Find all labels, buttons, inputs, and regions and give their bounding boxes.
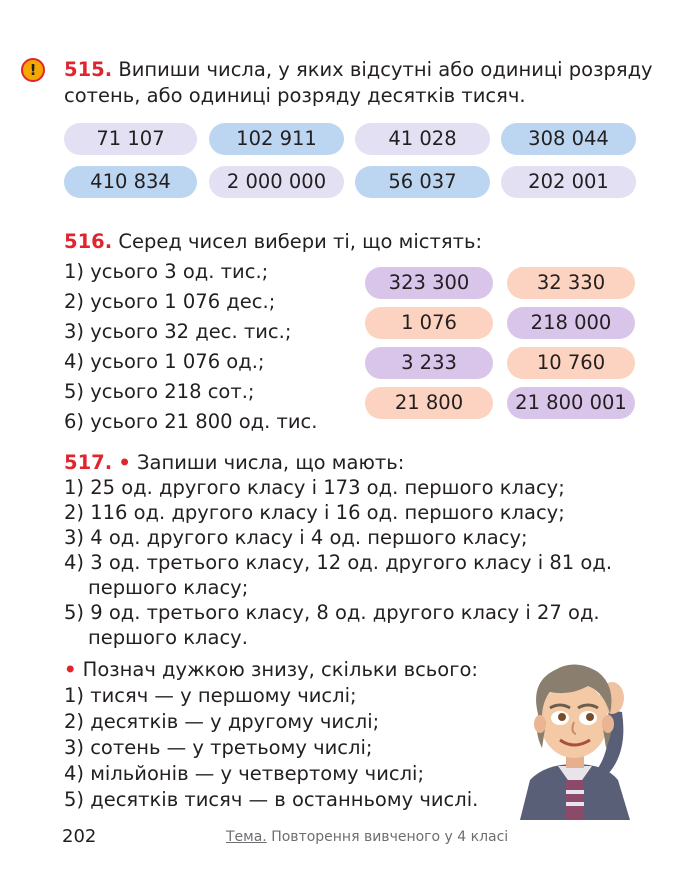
list-item: 4) 3 од. третього класу, 12 од. другого класу і 81 од. (64, 551, 613, 574)
number-pill: 102 911 (209, 123, 344, 155)
list-item: 4) мільйонів — у четвертому числі; (64, 762, 425, 785)
number-pill: 10 760 (507, 347, 635, 379)
number-pill: 21 800 (365, 387, 493, 419)
exclamation-icon: ! (21, 58, 45, 82)
number-pill: 202 001 (501, 166, 636, 198)
list-item: 3) 4 од. другого класу і 4 од. першого класу; (64, 526, 528, 549)
exercise-516-title: Серед чисел вибери ті, що містять: (118, 230, 483, 253)
list-item: 5) усього 218 сот.; (64, 380, 255, 403)
number-pill: 21 800 001 (507, 387, 635, 419)
number-pill: 41 028 (355, 123, 490, 155)
list-item: 5) 9 од. третього класу, 8 од. другого класу і 27 од. (64, 601, 600, 624)
exercise-515-text2: сотень, або одиниці розряду десятків тисяч. (64, 84, 526, 107)
list-item: 2) десятків — у другому числі; (64, 710, 380, 733)
exercise-517-number: 517. (64, 451, 113, 474)
number-pill: 2 000 000 (209, 166, 344, 198)
number-pill: 308 044 (501, 123, 636, 155)
number-pill: 32 330 (507, 267, 635, 299)
topic-label: Тема. (226, 829, 267, 845)
thinking-boy-illustration (500, 652, 655, 820)
task2-title: Познач дужкою знизу, скільки всього: (82, 658, 478, 681)
list-item: 1) 25 од. другого класу і 173 од. першого класу; (64, 476, 565, 499)
number-pill: 323 300 (365, 267, 493, 299)
bullet-icon: • (118, 451, 131, 474)
exercise-516-number: 516. (64, 230, 113, 253)
list-item: 1) тисяч — у першому числі; (64, 684, 357, 707)
exercise-515-text1: Випиши числа, у яких відсутні або одиниці розряду (118, 58, 653, 81)
page-number: 202 (62, 826, 97, 847)
list-item: 3) усього 32 дес. тис.; (64, 320, 292, 343)
list-item: 4) усього 1 076 од.; (64, 350, 265, 373)
list-item: 2) 116 од. другого класу і 16 од. першого класу; (64, 501, 565, 524)
number-pill: 1 076 (365, 307, 493, 339)
list-item: 2) усього 1 076 дес.; (64, 290, 276, 313)
bullet-icon: • (64, 658, 77, 681)
task2-heading (64, 656, 478, 683)
list-item: 1) усього 3 од. тис.; (64, 260, 269, 283)
list-item: 5) десятків тисяч — в останньому числі. (64, 788, 479, 811)
footer-topic (226, 829, 508, 845)
exercise-515-number: 515. (64, 58, 113, 81)
number-pill: 410 834 (64, 166, 197, 198)
number-pill: 3 233 (365, 347, 493, 379)
exercise-515-line1 (64, 56, 653, 83)
exercise-516-heading (64, 228, 482, 255)
number-pill: 218 000 (507, 307, 635, 339)
exercise-517-heading (64, 449, 404, 476)
list-item-continuation: першого класу; (88, 576, 249, 599)
list-item: 3) сотень — у третьому числі; (64, 736, 373, 759)
list-item: 6) усього 21 800 од. тис. (64, 410, 318, 433)
list-item-continuation: першого класу. (88, 626, 248, 649)
topic-text: Повторення вивченого у 4 класі (271, 829, 509, 845)
number-pill: 71 107 (64, 123, 197, 155)
exercise-517-title: Запиши числа, що мають: (137, 451, 405, 474)
number-pill: 56 037 (355, 166, 490, 198)
